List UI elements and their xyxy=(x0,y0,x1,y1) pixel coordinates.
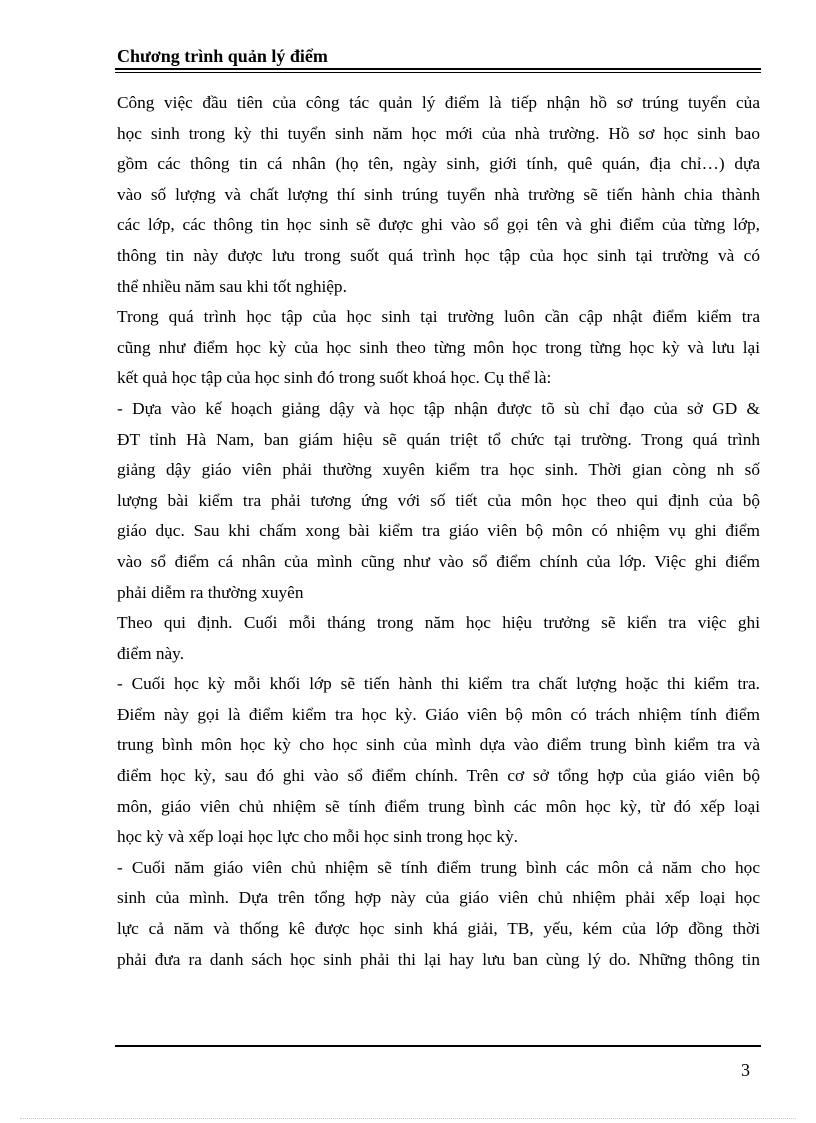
text-line: vào số lượng và chất lượng thí sinh trúng tuyển nhà trường sẽ tiến hành chia thành xyxy=(117,184,760,204)
text-line: giáo dục. Sau khi chấm xong bài kiểm tra giáo viên bộ môn có nhiệm vụ ghi điểm xyxy=(117,521,760,541)
text-line: vào sổ điểm cá nhân của mình cũng như vào sổ điểm chính của lớp. Việc ghi điểm xyxy=(117,551,760,571)
text-line: thể nhiều năm sau khi tốt nghiệp. xyxy=(117,276,347,296)
paragraph xyxy=(117,88,760,302)
text-line: - Dựa vào kế hoạch giảng dậy và học tập nhận được tõ sù chỉ đạo của sở GD & xyxy=(117,398,760,418)
text-line: ĐT tỉnh Hà Nam, ban giám hiệu sẽ quán triệt tổ chức tại trường. Trong quá trình xyxy=(117,429,760,449)
text-line: kết quả học tập của học sinh đó trong suốt khoá học. Cụ thể là: xyxy=(117,368,552,388)
page-bottom-edge xyxy=(20,1118,796,1119)
text-line: trung bình môn học kỳ cho học sinh của mình dựa vào điểm trung bình kiểm tra và xyxy=(117,735,760,755)
page-number: 3 xyxy=(741,1060,750,1080)
text-line: học sinh trong kỳ thi tuyển sinh năm học mới của nhà trường. Hồ sơ học sinh bao xyxy=(117,123,760,143)
text-line: thông tin này được lưu trong suốt quá trình học tập của học sinh tại trường và có xyxy=(117,245,760,265)
text-line: lượng bài kiểm tra phải tương ứng với số tiết của môn học theo qui định của bộ xyxy=(117,490,760,510)
text-line: điểm này. xyxy=(117,643,185,663)
text-line: lực cả năm và thống kê được học sinh khá giải, TB, yếu, kém của lớp đồng thời xyxy=(117,919,760,939)
text-line: giảng dậy giáo viên phải thường xuyên kiểm tra học sinh. Thời gian còng nh số xyxy=(117,460,760,480)
text-line: phải diễm ra thường xuyên xyxy=(117,582,304,602)
body-text xyxy=(117,88,760,975)
text-line: phải đưa ra danh sách học sinh phải thi lại hay lưu ban cùng lý do. Những thông tin xyxy=(117,949,760,969)
text-line: Trong quá trình học tập của học sinh tại trường luôn cần cập nhật điểm kiểm tra xyxy=(117,307,760,327)
text-line: sinh của mình. Dựa trên tổng hợp này của giáo viên chủ nhiệm phải xếp loại học xyxy=(117,888,760,908)
header-divider xyxy=(115,68,761,70)
page-header-title: Chương trình quản lý điểm xyxy=(117,46,328,66)
text-line: Công việc đầu tiên của công tác quản lý điểm là tiếp nhận hồ sơ trúng tuyển của xyxy=(117,93,760,112)
paragraph xyxy=(117,394,760,608)
text-line: điểm học kỳ, sau đó ghi vào sổ điểm chính. Trên cơ sở tổng hợp của giáo viên bộ xyxy=(117,766,760,786)
text-line: gồm các thông tin cá nhân (họ tên, ngày sinh, giới tính, quê quán, địa chỉ…) dựa xyxy=(117,154,760,174)
paragraph xyxy=(117,302,760,394)
text-line: cũng như điểm học kỳ của học sinh theo từng môn học trong từng học kỳ và lưu lại xyxy=(117,337,760,357)
text-line: Điểm này gọi là điểm kiểm tra học kỳ. Giáo viên bộ môn có trách nhiệm tính điểm xyxy=(117,704,760,724)
footer-divider xyxy=(115,1045,761,1047)
text-line: các lớp, các thông tin học sinh sẽ được ghi vào sổ gọi tên và ghi điểm của từng lớp, xyxy=(117,215,760,235)
text-line: Theo qui định. Cuối mỗi tháng trong năm học hiệu trưởng sẽ kiển tra việc ghi xyxy=(117,613,760,633)
text-line: - Cuối năm giáo viên chủ nhiệm sẽ tính điểm trung bình các môn cả năm cho học xyxy=(117,857,760,877)
text-line: - Cuối học kỳ mỗi khối lớp sẽ tiến hành thi kiểm tra chất lượng hoặc thi kiểm tra. xyxy=(117,674,760,694)
header-divider-thin xyxy=(115,72,761,73)
paragraph xyxy=(117,669,760,853)
paragraph xyxy=(117,853,760,975)
text-line: học kỳ và xếp loại học lực cho mỗi học sinh trong học kỳ. xyxy=(117,827,518,847)
paragraph xyxy=(117,608,760,669)
text-line: môn, giáo viên chủ nhiệm sẽ tính điểm trung bình các môn học kỳ, từ đó xếp loại xyxy=(117,796,760,816)
